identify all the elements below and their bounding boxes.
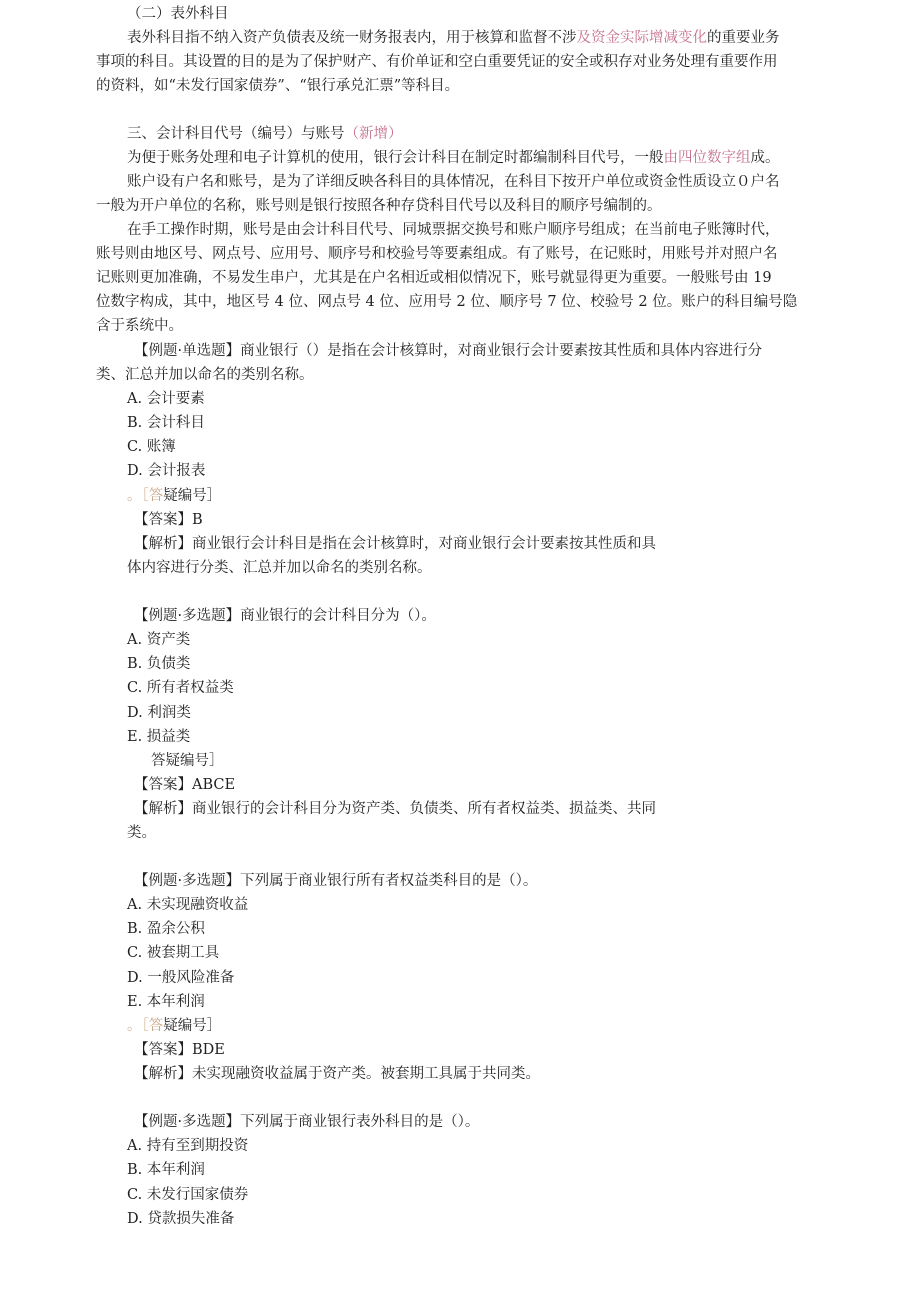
section3-para3-line3: 记账则更加准确，不易发生串户，尤其是在户名相近或相似情况下，账号就显得更为重要。一般账号由 19 [96,270,772,286]
q2-answer: 【答案】ABCE [134,777,236,793]
section3-para2-line2: 一般为开户单位的名称，账号则是银行按照各种存贷科目代号以及科目的顺序号编制的。 [96,198,662,214]
q1-option: A. 会计要素 [127,391,205,407]
q3-answer: 【答案】BDE [134,1042,225,1058]
q4-option: A. 持有至到期投资 [127,1138,249,1154]
q1-stem-line2: 类、汇总并加以命名的类别名称。 [96,367,314,383]
q2-analysis-line2: 类。 [127,825,156,841]
q2-option: B. 负债类 [127,656,191,672]
q4-stem: 【例题·多选题】下列属于商业银行表外科目的是（）。 [134,1114,480,1130]
section3-para1: 为便于账务处理和电子计算机的使用，银行会计科目在制定时都编制科目代号，一般由四位数字组成。 [127,150,780,166]
section3-para3-line1: 在手工操作时期，账号是由会计科目代号、同城票据交换号和账户顺序号组成；在当前电子账簿时代， [127,222,780,238]
highlight-text: 及资金实际增减变化 [576,30,707,46]
q3-analysis: 【解析】未实现融资收益属于资产类。被套期工具属于共同类。 [134,1066,540,1082]
q4-option: D. 贷款损失准备 [127,1211,235,1227]
q1-question-id: 。［答疑编号］ [127,488,222,504]
section3-para3-line2: 账号则由地区号、网点号、应用号、顺序号和校验号等要素组成。有了账号，在记账时，用账号并对照户名 [96,246,778,262]
q2-stem: 【例题·多选题】商业银行的会计科目分为（）。 [134,608,436,624]
q2-option: C. 所有者权益类 [127,680,234,696]
q2-question-id: 答疑编号］ [151,753,224,769]
section2-heading: （二）表外科目 [127,6,229,22]
q2-option: E. 损益类 [127,729,191,745]
q3-option: B. 盈余公积 [127,921,205,937]
q1-option: B. 会计科目 [127,415,205,431]
q3-option: D. 一般风险准备 [127,970,235,986]
q4-option: C. 未发行国家债券 [127,1187,249,1203]
q3-option: A. 未实现融资收益 [127,897,249,913]
section3-para3-line4: 位数字构成，其中，地区号 4 位、网点号 4 位、应用号 2 位、顺序号 7 位、校验号 2 位。账户的科目编号隐 [96,294,798,310]
q1-option: C. 账簿 [127,439,176,455]
q3-option: C. 被套期工具 [127,945,220,961]
q1-analysis-line1: 【解析】商业银行会计科目是指在会计核算时，对商业银行会计要素按其性质和具 [134,536,656,552]
q2-option: D. 利润类 [127,705,191,721]
section3-heading: 三、会计科目代号（编号）与账号（新增） [127,126,403,142]
q2-analysis-line1: 【解析】商业银行的会计科目分为资产类、负债类、所有者权益类、损益类、共同 [134,801,656,817]
q3-option: E. 本年利润 [127,994,205,1010]
section2-para-line3: 的资料，如“未发行国家债券”、“银行承兑汇票”等科目。 [96,78,460,94]
section2-para-line2: 事项的科目。其设置的目的是为了保护财产、有价单证和空白重要凭证的安全或积存对业务处理有重要作用 [96,54,778,70]
q1-option: D. 会计报表 [127,463,206,479]
new-tag: （新增） [344,126,403,142]
q3-stem: 【例题·多选题】下列属于商业银行所有者权益类科目的是（）。 [134,873,538,889]
highlight-text: 由四位数字组 [663,150,751,166]
q1-analysis-line2: 体内容进行分类、汇总并加以命名的类别名称。 [127,560,432,576]
section3-para2-line1: 账户设有户名和账号，是为了详细反映各科目的具体情况，在科目下按开户单位或资金性质设立０户名 [127,174,780,190]
q3-question-id: 。［答疑编号］ [127,1018,222,1034]
q1-answer: 【答案】B [134,512,203,528]
section3-para3-line5: 含于系统中。 [96,318,183,334]
q4-option: B. 本年利润 [127,1162,205,1178]
q2-option: A. 资产类 [127,632,191,648]
q1-stem-line1: 【例题·单选题】商业银行（）是指在会计核算时，对商业银行会计要素按其性质和具体内容进行分 [134,343,763,359]
section2-para-line1: 表外科目指不纳入资产负债表及统一财务报表内，用于核算和监督不涉及资金实际增减变化的重要业务 [127,30,780,46]
